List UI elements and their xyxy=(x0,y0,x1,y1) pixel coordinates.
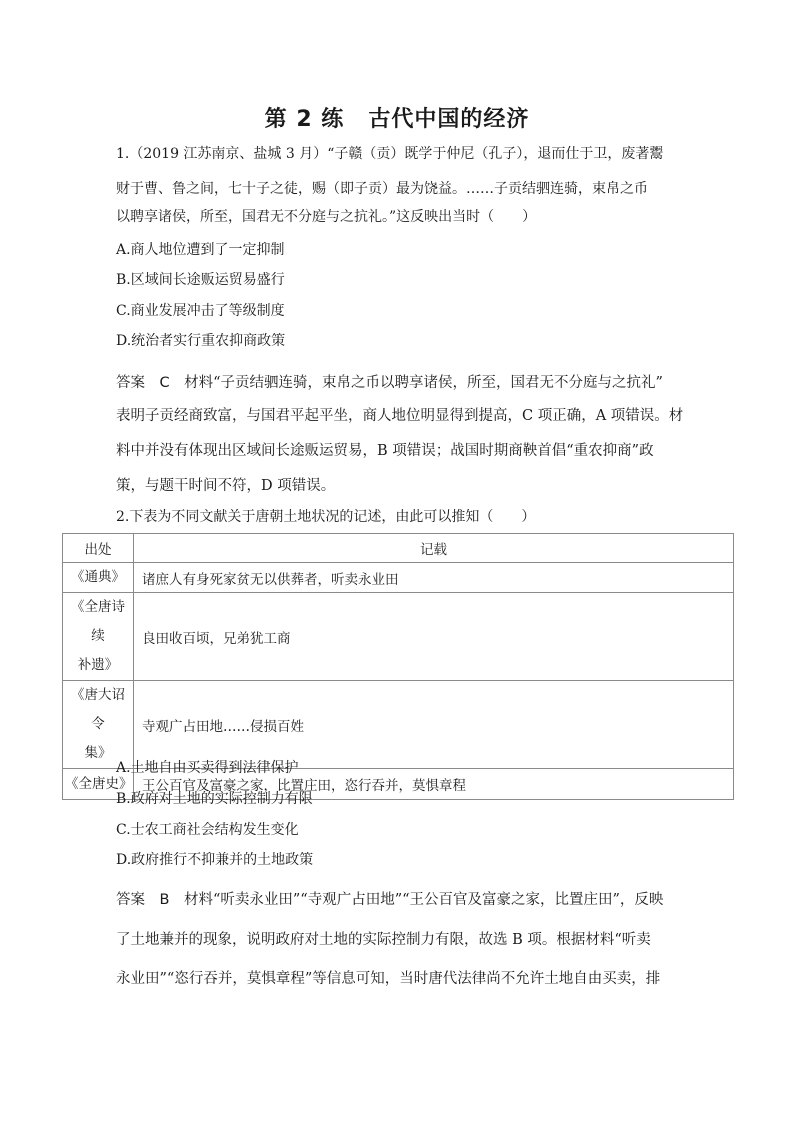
exercise-number: 第 2 练 xyxy=(264,107,345,132)
source-cell: 《全唐诗续 补遗》 xyxy=(63,593,134,681)
q1-answer-line-4: 策，与题干时间不符，D 项错误。 xyxy=(116,478,336,494)
table-header-row xyxy=(63,534,734,563)
q2-answer-line-3: 永业田”“恣行吞并，莫惧章程”等信息可知，当时唐代法律尚不允许土地自由买卖，排 xyxy=(116,971,661,987)
header-record: 记载 xyxy=(134,534,734,563)
q1-stem-line-1: 1.（2019 江苏南京、盐城 3 月）“子赣（贡）既学于仲尼（孔子），退而仕于卫，废著鬻 xyxy=(116,146,664,162)
q2-option-a: A.土地自由买卖得到法律保护 xyxy=(116,760,299,776)
q2-option-d: D.政府推行不抑兼并的土地政策 xyxy=(116,852,314,868)
q2-option-b: B.政府对土地的实际控制力有限 xyxy=(116,791,313,807)
q1-stem-line-2: 财于曹、鲁之间，七十子之徒，赐（即子贡）最为饶益。……子贡结驷连骑，束帛之币 xyxy=(116,181,648,197)
q2-answer-label: 答案 B xyxy=(116,892,170,908)
record-cell: 王公百官及富豪之家，比置庄田，恣行吞并，莫惧章程 xyxy=(134,769,734,800)
q1-answer-line-3: 料中并没有体现出区域间长途贩运贸易，B 项错误；战国时期商鞅首倡“重农抑商”政 xyxy=(116,443,654,459)
q1-stem-line-3: 以聘享诸侯，所至，国君无不分庭与之抗礼。”这反映出当时（ ） xyxy=(116,209,537,225)
record-cell: 诸庶人有身死家贫无以供葬者，听卖永业田 xyxy=(134,563,734,593)
source-cell: 《通典》 xyxy=(63,563,134,593)
q2-stem: 2.下表为不同文献关于唐朝土地状况的记述，由此可以推知（ ） xyxy=(116,509,536,525)
table-row xyxy=(63,563,734,593)
record-cell: 寺观广占田地……侵损百姓 xyxy=(134,681,734,769)
table-row xyxy=(63,593,734,681)
q1-option-a: A.商人地位遭到了一定抑制 xyxy=(116,242,285,258)
record-cell: 良田收百顷，兄弟犹工商 xyxy=(134,593,734,681)
page-title xyxy=(0,102,794,133)
q1-answer-label: 答案 C xyxy=(116,375,170,391)
source-cell: 《全唐史》 xyxy=(63,769,134,800)
q1-answer-line-2: 表明子贡经商致富，与国君平起平坐，商人地位明显得到提高，C 项正确，A 项错误。材 xyxy=(116,408,684,424)
source-cell: 《唐大诏令 集》 xyxy=(63,681,134,769)
q2-answer-line-1: 答案 B 材料“听卖永业田”“寺观广占田地”“王公百官及富豪之家，比置庄田”，反映 xyxy=(116,892,664,908)
q2-answer-line-2: 了土地兼并的现象，说明政府对土地的实际控制力有限，故选 B 项。根据材料“听卖 xyxy=(116,932,651,948)
exercise-topic: 古代中国的经济 xyxy=(368,107,530,132)
q1-option-b: B.区域间长途贩运贸易盛行 xyxy=(116,272,285,288)
q2-option-c: C.士农工商社会结构发生变化 xyxy=(116,822,299,838)
q1-option-d: D.统治者实行重农抑商政策 xyxy=(116,333,286,349)
header-source: 出处 xyxy=(63,534,134,563)
table-row xyxy=(63,681,734,769)
q1-option-c: C.商业发展冲击了等级制度 xyxy=(116,303,285,319)
q1-answer-line-1: 答案 C 材料“子贡结驷连骑，束帛之币以聘享诸侯，所至，国君无不分庭与之抗礼” xyxy=(116,375,663,391)
